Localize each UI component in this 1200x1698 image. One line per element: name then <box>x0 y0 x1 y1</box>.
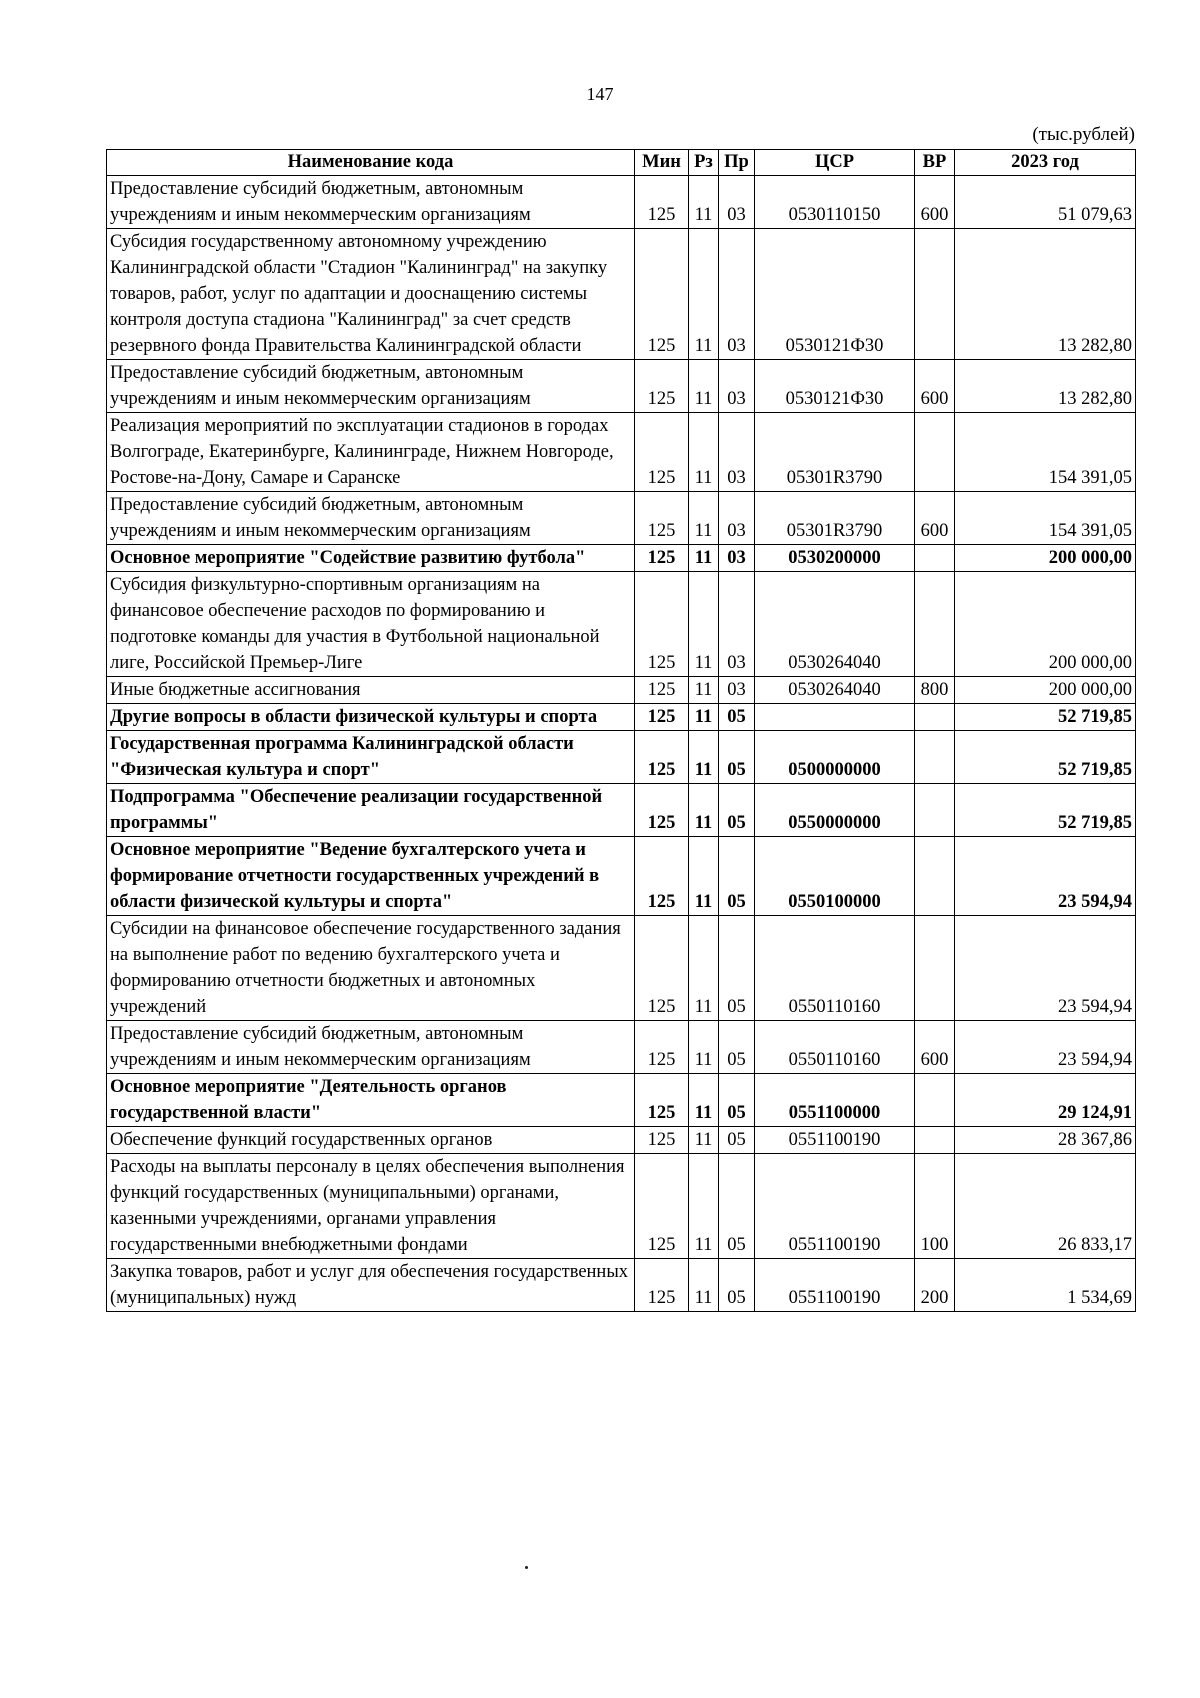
table-row <box>107 229 1136 360</box>
row-name: Закупка товаров, работ и услуг для обеспечения государственных (муниципальных) нужд <box>107 1259 635 1312</box>
row-vr <box>915 704 955 731</box>
row-pr: 05 <box>719 784 755 837</box>
row-amount: 23 594,94 <box>955 916 1136 1021</box>
table-row <box>107 704 1136 731</box>
row-rz: 11 <box>689 1154 719 1259</box>
row-vr: 100 <box>915 1154 955 1259</box>
row-amount: 154 391,05 <box>955 413 1136 492</box>
row-vr <box>915 1074 955 1127</box>
row-name: Предоставление субсидий бюджетным, автономным учреждениям и иным некоммерческим организациям <box>107 360 635 413</box>
row-pr: 05 <box>719 1127 755 1154</box>
row-pr: 05 <box>719 916 755 1021</box>
row-pr: 05 <box>719 731 755 784</box>
row-min: 125 <box>635 360 689 413</box>
row-rz: 11 <box>689 229 719 360</box>
budget-table <box>106 149 1136 1312</box>
header-csr: ЦСР <box>755 150 915 176</box>
table-row <box>107 360 1136 413</box>
row-csr: 0550110160 <box>755 1021 915 1074</box>
row-vr: 800 <box>915 677 955 704</box>
row-name: Предоставление субсидий бюджетным, автономным учреждениям и иным некоммерческим организациям <box>107 176 635 229</box>
row-csr: 0551100000 <box>755 1074 915 1127</box>
row-min: 125 <box>635 1259 689 1312</box>
row-rz: 11 <box>689 837 719 916</box>
header-year: 2023 год <box>955 150 1136 176</box>
row-name: Расходы на выплаты персоналу в целях обеспечения выполнения функций государственных (муниципальными) органами, казенными учреждениями, органами управления государственными внебюджетными фондами <box>107 1154 635 1259</box>
scan-speck <box>525 1566 528 1569</box>
row-pr: 03 <box>719 677 755 704</box>
row-rz: 11 <box>689 360 719 413</box>
row-min: 125 <box>635 837 689 916</box>
row-min: 125 <box>635 1021 689 1074</box>
row-amount: 51 079,63 <box>955 176 1136 229</box>
row-rz: 11 <box>689 1127 719 1154</box>
row-amount: 52 719,85 <box>955 731 1136 784</box>
page-number: 147 <box>586 84 614 104</box>
table-row <box>107 837 1136 916</box>
row-rz: 11 <box>689 492 719 545</box>
row-vr <box>915 229 955 360</box>
row-pr: 05 <box>719 704 755 731</box>
row-amount: 28 367,86 <box>955 1127 1136 1154</box>
row-vr: 600 <box>915 1021 955 1074</box>
row-rz: 11 <box>689 677 719 704</box>
row-pr: 03 <box>719 572 755 677</box>
row-vr <box>915 916 955 1021</box>
table-row <box>107 916 1136 1021</box>
row-vr: 600 <box>915 492 955 545</box>
table-row <box>107 784 1136 837</box>
row-rz: 11 <box>689 704 719 731</box>
table-row <box>107 176 1136 229</box>
row-pr: 05 <box>719 1021 755 1074</box>
row-name: Реализация мероприятий по эксплуатации стадионов в городах Волгограде, Екатеринбурге, Калининграде, Нижнем Новгороде, Ростове-на-Дону, Самаре и Саранске <box>107 413 635 492</box>
table-row <box>107 731 1136 784</box>
row-vr <box>915 545 955 572</box>
row-csr: 0530121Ф30 <box>755 360 915 413</box>
row-pr: 05 <box>719 1074 755 1127</box>
row-rz: 11 <box>689 1259 719 1312</box>
row-min: 125 <box>635 1074 689 1127</box>
row-rz: 11 <box>689 731 719 784</box>
row-pr: 05 <box>719 1259 755 1312</box>
table-header-row <box>107 150 1136 176</box>
row-pr: 03 <box>719 492 755 545</box>
row-csr: 0500000000 <box>755 731 915 784</box>
row-csr: 0550110160 <box>755 916 915 1021</box>
row-rz: 11 <box>689 1074 719 1127</box>
row-csr: 0550000000 <box>755 784 915 837</box>
table-row <box>107 1074 1136 1127</box>
header-pr: Пр <box>719 150 755 176</box>
row-vr: 600 <box>915 360 955 413</box>
row-name: Государственная программа Калининградской области "Физическая культура и спорт" <box>107 731 635 784</box>
row-vr: 200 <box>915 1259 955 1312</box>
row-rz: 11 <box>689 784 719 837</box>
table-row <box>107 413 1136 492</box>
row-min: 125 <box>635 731 689 784</box>
header-min: Мин <box>635 150 689 176</box>
row-amount: 200 000,00 <box>955 677 1136 704</box>
table-row <box>107 1154 1136 1259</box>
row-pr: 03 <box>719 545 755 572</box>
row-min: 125 <box>635 916 689 1021</box>
row-amount: 23 594,94 <box>955 1021 1136 1074</box>
row-vr <box>915 413 955 492</box>
row-amount: 13 282,80 <box>955 360 1136 413</box>
row-csr: 0530264040 <box>755 677 915 704</box>
table-row <box>107 492 1136 545</box>
row-rz: 11 <box>689 572 719 677</box>
row-rz: 11 <box>689 545 719 572</box>
row-name: Основное мероприятие "Деятельность органов государственной власти" <box>107 1074 635 1127</box>
row-rz: 11 <box>689 176 719 229</box>
row-pr: 05 <box>719 1154 755 1259</box>
row-amount: 52 719,85 <box>955 704 1136 731</box>
row-min: 125 <box>635 229 689 360</box>
row-amount: 23 594,94 <box>955 837 1136 916</box>
row-csr: 0550100000 <box>755 837 915 916</box>
table-row <box>107 1021 1136 1074</box>
row-pr: 03 <box>719 229 755 360</box>
row-pr: 03 <box>719 413 755 492</box>
row-csr: 0530200000 <box>755 545 915 572</box>
row-vr: 600 <box>915 176 955 229</box>
row-name: Подпрограмма "Обеспечение реализации государственной программы" <box>107 784 635 837</box>
units-label: (тыс.рублей) <box>1032 124 1135 145</box>
header-name: Наименование кода <box>107 150 635 176</box>
row-vr <box>915 837 955 916</box>
table-row <box>107 1127 1136 1154</box>
table-row <box>107 1259 1136 1312</box>
row-csr: 0551100190 <box>755 1259 915 1312</box>
row-name: Основное мероприятие "Содействие развитию футбола" <box>107 545 635 572</box>
row-min: 125 <box>635 677 689 704</box>
row-csr: 0530110150 <box>755 176 915 229</box>
row-name: Обеспечение функций государственных органов <box>107 1127 635 1154</box>
row-name: Предоставление субсидий бюджетным, автономным учреждениям и иным некоммерческим организациям <box>107 1021 635 1074</box>
row-pr: 05 <box>719 837 755 916</box>
row-csr: 05301R3790 <box>755 413 915 492</box>
row-vr <box>915 731 955 784</box>
table-row <box>107 572 1136 677</box>
row-rz: 11 <box>689 916 719 1021</box>
row-csr: 0551100190 <box>755 1127 915 1154</box>
row-csr: 0530264040 <box>755 572 915 677</box>
row-amount: 200 000,00 <box>955 572 1136 677</box>
header-vr: ВР <box>915 150 955 176</box>
row-name: Предоставление субсидий бюджетным, автономным учреждениям и иным некоммерческим организациям <box>107 492 635 545</box>
row-vr <box>915 572 955 677</box>
row-amount: 13 282,80 <box>955 229 1136 360</box>
row-csr: 0530121Ф30 <box>755 229 915 360</box>
row-name: Основное мероприятие "Ведение бухгалтерского учета и формирование отчетности государственных учреждений в области физической культуры и спорта" <box>107 837 635 916</box>
row-name: Субсидии на финансовое обеспечение государственного задания на выполнение работ по ведению бухгалтерского учета и формированию отчетности бюджетных и автономных учреждений <box>107 916 635 1021</box>
row-min: 125 <box>635 1154 689 1259</box>
row-csr <box>755 704 915 731</box>
table-row <box>107 677 1136 704</box>
row-amount: 1 534,69 <box>955 1259 1136 1312</box>
row-name: Иные бюджетные ассигнования <box>107 677 635 704</box>
row-amount: 52 719,85 <box>955 784 1136 837</box>
row-amount: 26 833,17 <box>955 1154 1136 1259</box>
row-name: Субсидия физкультурно-спортивным организациям на финансовое обеспечение расходов по формированию и подготовке команды для участия в Футбольной национальной лиге, Российской Премьер-Лиге <box>107 572 635 677</box>
row-amount: 29 124,91 <box>955 1074 1136 1127</box>
header-rz: Рз <box>689 150 719 176</box>
row-min: 125 <box>635 704 689 731</box>
row-amount: 154 391,05 <box>955 492 1136 545</box>
row-csr: 0551100190 <box>755 1154 915 1259</box>
row-min: 125 <box>635 492 689 545</box>
row-min: 125 <box>635 1127 689 1154</box>
row-min: 125 <box>635 413 689 492</box>
row-name: Другие вопросы в области физической культуры и спорта <box>107 704 635 731</box>
table-row <box>107 545 1136 572</box>
row-csr: 05301R3790 <box>755 492 915 545</box>
row-rz: 11 <box>689 413 719 492</box>
row-vr <box>915 784 955 837</box>
row-min: 125 <box>635 176 689 229</box>
row-name: Субсидия государственному автономному учреждению Калининградской области "Стадион "Калининград" на закупку товаров, работ, услуг по адаптации и дооснащению системы контроля доступа стадиона "Калининград" за счет средств резервного фонда Правительства Калининградской области <box>107 229 635 360</box>
row-min: 125 <box>635 545 689 572</box>
row-pr: 03 <box>719 360 755 413</box>
row-pr: 03 <box>719 176 755 229</box>
row-rz: 11 <box>689 1021 719 1074</box>
row-min: 125 <box>635 784 689 837</box>
row-vr <box>915 1127 955 1154</box>
row-min: 125 <box>635 572 689 677</box>
row-amount: 200 000,00 <box>955 545 1136 572</box>
